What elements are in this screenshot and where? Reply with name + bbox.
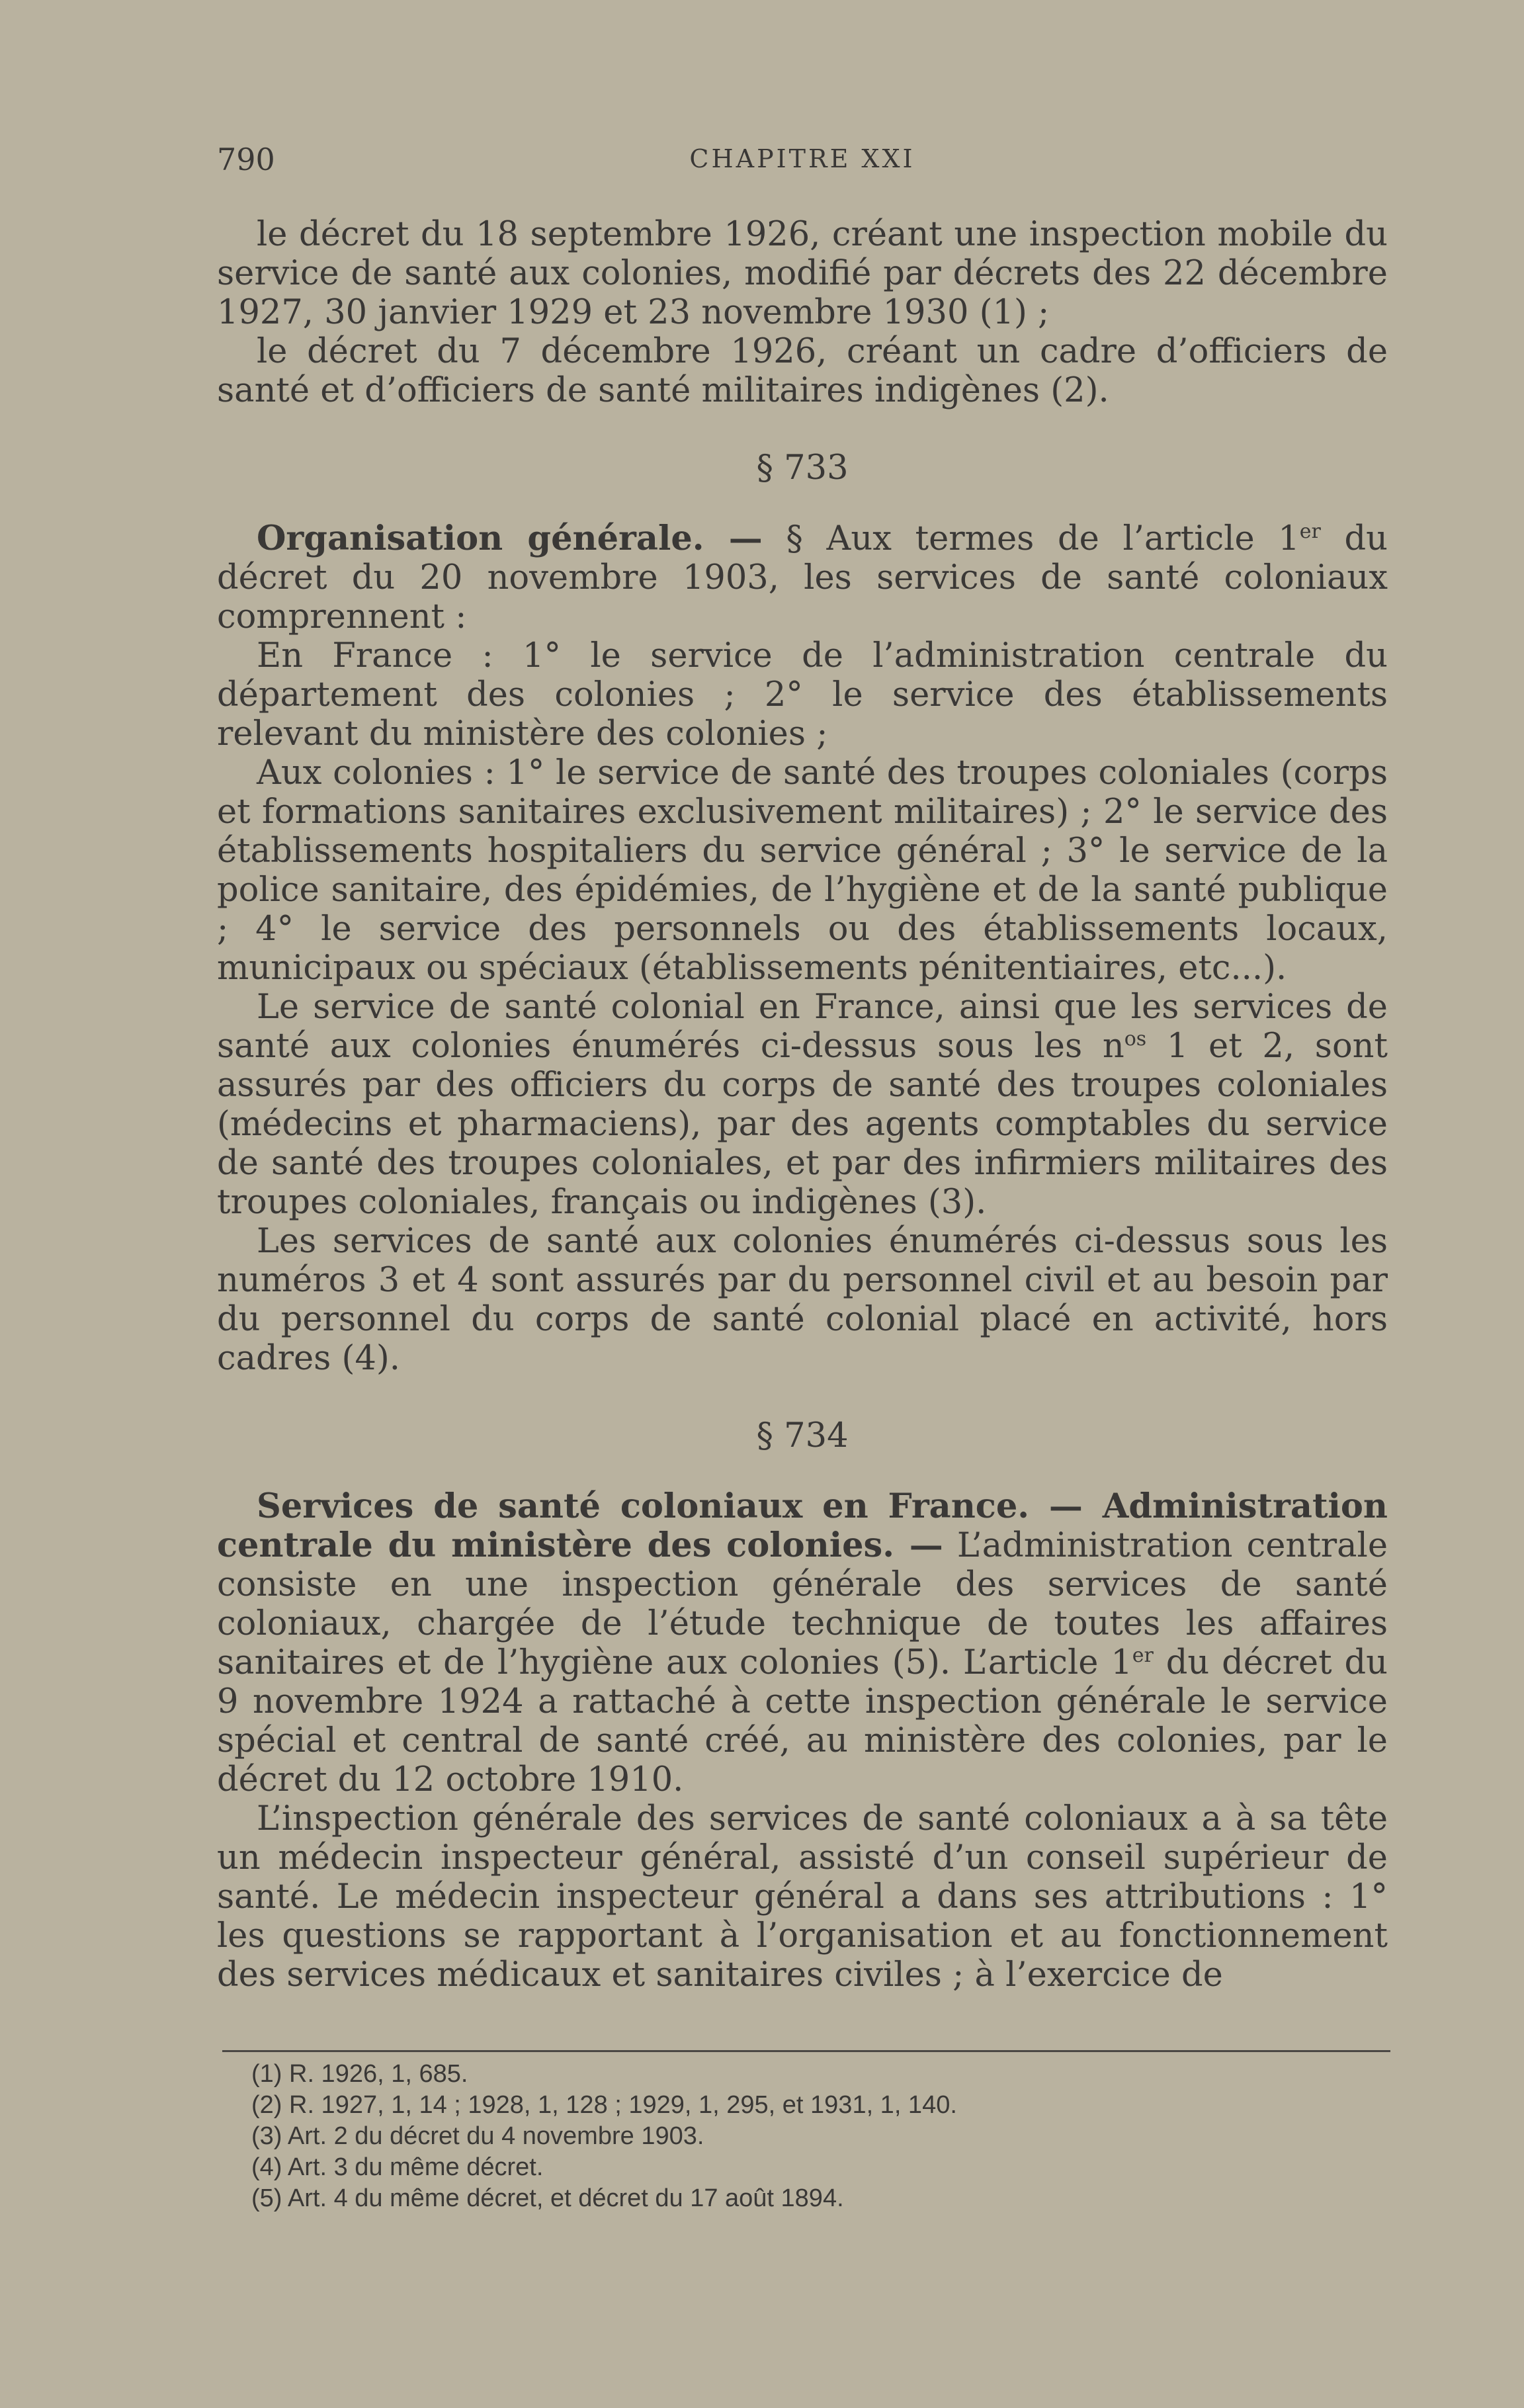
paragraph: Aux colonies : 1° le service de santé des troupes coloniales (corps et formations sanitaires exclusivement militaires) ; 2° le service des établissements hospitaliers du service général ; 3° le service de la police sanitaire, des épidémies, de l’hygiène et de la santé publique ; 4° le service des personnels ou des établissements locaux, municipaux ou spéciaux (établissements pénitentiaires, etc...). — [217, 753, 1388, 988]
paragraph-text: du décret du 20 novembre 1903, les services de santé coloniaux comprennent : — [217, 519, 1388, 636]
paragraph-text: Le service de santé colonial en France, ainsi que les services de santé aux colonies énumérés ci-dessus sous les n — [217, 988, 1388, 1066]
superscript: os — [1124, 1027, 1147, 1051]
paragraph: le décret du 18 septembre 1926, créant une inspection mobile du service de santé aux colonies, modifié par décrets des 22 décembre 1927, 30 janvier 1929 et 23 novembre 1930 (1) ; — [217, 215, 1388, 332]
section-heading: Organisation générale. — — [257, 519, 763, 558]
section-number-734: § 734 — [756, 1416, 849, 1455]
main-text — [217, 215, 1388, 1995]
footnotes — [251, 2059, 1376, 2214]
superscript: er — [1132, 1644, 1154, 1667]
footnote-divider — [222, 2050, 1390, 2052]
footnote: (4) Art. 3 du même décret. — [251, 2153, 544, 2181]
section-heading: Services de santé coloniaux en France. — Administration centrale du ministère des colonies. — — [217, 1486, 1388, 1565]
paragraph: En France : 1° le service de l’administration centrale du département des colonies ; 2° le service des établissements relevant du ministère des colonies ; — [217, 636, 1388, 753]
footnote: (5) Art. 4 du même décret, et décret du 17 août 1894. — [251, 2184, 844, 2212]
footnote: (3) Art. 2 du décret du 4 novembre 1903. — [251, 2122, 704, 2150]
footnote: (1) R. 1926, 1, 685. — [251, 2060, 468, 2088]
superscript: er — [1299, 520, 1321, 543]
paragraph-text: L’administration centrale consiste en une inspection générale des services de santé coloniaux, chargée de l’étude technique de toutes les affaires sanitaires et de l’hygiène aux colonies (5). L’article 1 — [217, 1526, 1388, 1682]
paragraph-organisation — [217, 519, 1388, 636]
paragraph-text: § Aux termes de l’article 1 — [762, 519, 1300, 558]
paragraph-services — [217, 1487, 1388, 1799]
running-head: CHAPITRE XXI — [689, 144, 915, 173]
paragraph: Les services de santé aux colonies énumérés ci-dessus sous les numéros 3 et 4 sont assurés par du personnel civil et au besoin par du personnel du corps de santé colonial placé en activité, hors cadres (4). — [217, 1222, 1388, 1378]
section-number-733: § 733 — [756, 449, 849, 488]
page-number: 790 — [217, 142, 275, 177]
paragraph: L’inspection générale des services de santé coloniaux a à sa tête un médecin inspecteur général, assisté d’un conseil supérieur de santé. Le médecin inspecteur général a dans ses attributions : 1° les questions se rapportant à l’organisation et au fonctionnement des services médicaux et sanitaires civiles ; à l’exercice de — [217, 1799, 1388, 1995]
footnote: (2) R. 1927, 1, 14 ; 1928, 1, 128 ; 1929, 1, 295, et 1931, 1, 140. — [251, 2091, 957, 2119]
paragraph-text: 1 et 2, sont assurés par des officiers du corps de santé des troupes coloniales (médecins et pharmaciens), par des agents comptables du service de santé des troupes coloniales, et par des infirmiers militaires des troupes coloniales, français ou indigènes (3). — [217, 1027, 1388, 1222]
page-header — [217, 142, 1388, 181]
paragraph-text: du décret du 9 novembre 1924 a rattaché à cette inspection générale le service spécial et central de santé créé, au ministère des colonies, par le décret du 12 octobre 1910. — [217, 1643, 1388, 1799]
paragraph: le décret du 7 décembre 1926, créant un cadre d’officiers de santé et d’officiers de santé militaires indigènes (2). — [217, 332, 1388, 410]
paragraph — [217, 988, 1388, 1222]
